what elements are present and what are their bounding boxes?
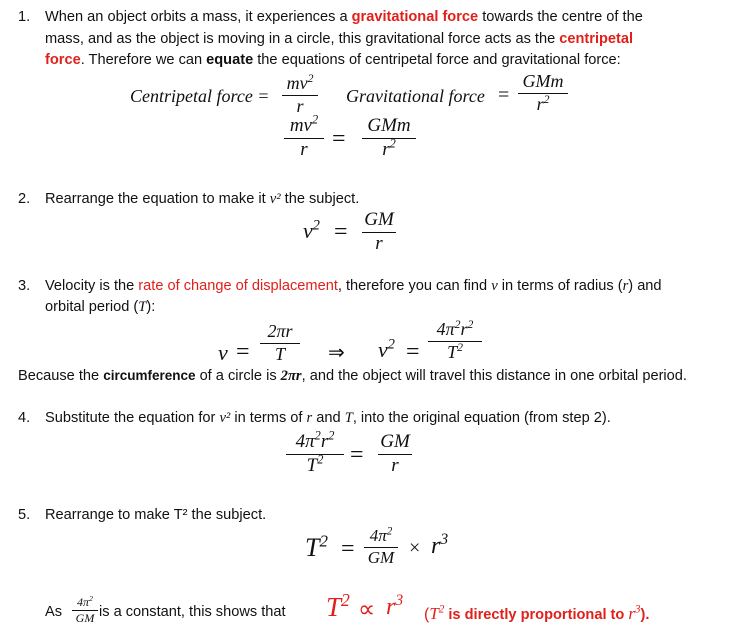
fraction-mv2-over-r-2: $mv^2$ r — [284, 116, 324, 161]
fraction-GM-over-r-step4: GM r — [378, 432, 412, 477]
highlight-rate-of-change: rate of change of displacement — [138, 278, 338, 294]
equals-sign: = — [350, 442, 364, 468]
equals-sign: = — [341, 536, 355, 562]
equals-sign: = — [236, 339, 250, 365]
T-squared: $T^2$ — [305, 531, 328, 562]
step-2-line-1: Rearrange the equation to make it v² the subject. — [45, 191, 360, 207]
fraction-GMm-over-r2 — [518, 72, 568, 115]
text: towards the centre of the — [478, 9, 643, 25]
v: v — [218, 340, 228, 365]
emphasis-circumference: circumference — [103, 368, 196, 383]
highlight-centripetal: centripetal — [559, 31, 634, 47]
highlight-force: force — [45, 52, 81, 68]
step-1-line-1 — [45, 9, 643, 25]
r-cubed: $r^3$ — [431, 531, 449, 559]
emphasis-equate: equate — [206, 52, 254, 68]
numerator: $mv^2$ — [286, 72, 314, 93]
fraction-4pi2-over-GM-small: $4\pi^2$ GM — [72, 596, 98, 625]
proportional-symbol: ∝ — [358, 597, 376, 623]
r-cubed-proportional: $r^3$ — [386, 592, 404, 620]
equals-sign: = — [406, 339, 420, 365]
variable-v-squared: v² — [269, 191, 281, 207]
fraction-mv2-over-r — [282, 74, 318, 117]
text: . Therefore we can — [80, 52, 207, 68]
text: When an object orbits a mass, it experiences a — [45, 9, 352, 25]
step-1-line-3 — [45, 52, 621, 68]
T-squared-proportional: $T^2$ — [326, 590, 350, 622]
because-line: Because the circumference of a circle is 2πr, and the object will travel this distance in one orbital period. — [18, 368, 687, 384]
fraction-4pi2r2-over-T2: $4\pi^2r^2$ $T^2$ — [428, 320, 482, 363]
centripetal-force-label: Centripetal force = — [130, 86, 270, 106]
step-5-number: 5. — [18, 507, 31, 523]
equals-sign: = — [334, 219, 348, 245]
equals-sign: = — [332, 126, 346, 152]
equals-sign: = — [498, 84, 510, 106]
numerator: GMm — [522, 71, 564, 91]
denominator: $r^2$ — [536, 92, 550, 114]
fraction-GMm-over-r2-2: GMm $r^2$ — [362, 116, 416, 161]
step-3-line-2: orbital period (T): — [45, 299, 156, 315]
fraction-4pi2r2-over-T2-step4: $4\pi^2r^2$ $T^2$ — [286, 432, 344, 477]
v-squared: $v^2$ — [378, 336, 395, 362]
conclusion-paren-statement: ($T^2$ is directly proportional to $r^3$). — [424, 603, 650, 623]
step-3-number: 3. — [18, 278, 31, 294]
fraction-2pir-over-T: 2πr T — [260, 322, 300, 365]
fraction-4pi2-over-GM: $4\pi^2$ GM — [364, 527, 398, 567]
step-5-line-1: Rearrange to make T² the subject. — [45, 507, 267, 523]
expr-2pir: 2πr — [280, 368, 302, 384]
step-3-line-1: Velocity is the rate of change of displacement, therefore you can find v in terms of radius (r) and — [45, 278, 662, 294]
fraction-GM-over-r: GM r — [362, 210, 396, 255]
text: mass, and as the object is moving in a circle, this gravitational force acts as the — [45, 31, 560, 47]
conclusion-as: As — [45, 604, 63, 620]
times-sign: × — [409, 537, 421, 559]
step-4-number: 4. — [18, 410, 31, 426]
step-2-number: 2. — [18, 191, 31, 207]
step-1-number: 1. — [18, 9, 31, 25]
step-1-line-2 — [45, 31, 633, 47]
step-4-line-1: Substitute the equation for v² in terms of r and T, into the original equation (from step 2). — [45, 410, 611, 426]
conclusion-text: is a constant, this shows that — [99, 604, 286, 620]
v-squared: $v^2$ — [303, 217, 320, 243]
implies-arrow: ⇒ — [328, 342, 345, 364]
gravitational-force-label: Gravitational force — [346, 86, 485, 106]
denominator: r — [296, 95, 304, 116]
highlight-gravitational-force: gravitational force — [351, 9, 479, 25]
text: the equations of centripetal force and gravitational force: — [253, 52, 621, 68]
